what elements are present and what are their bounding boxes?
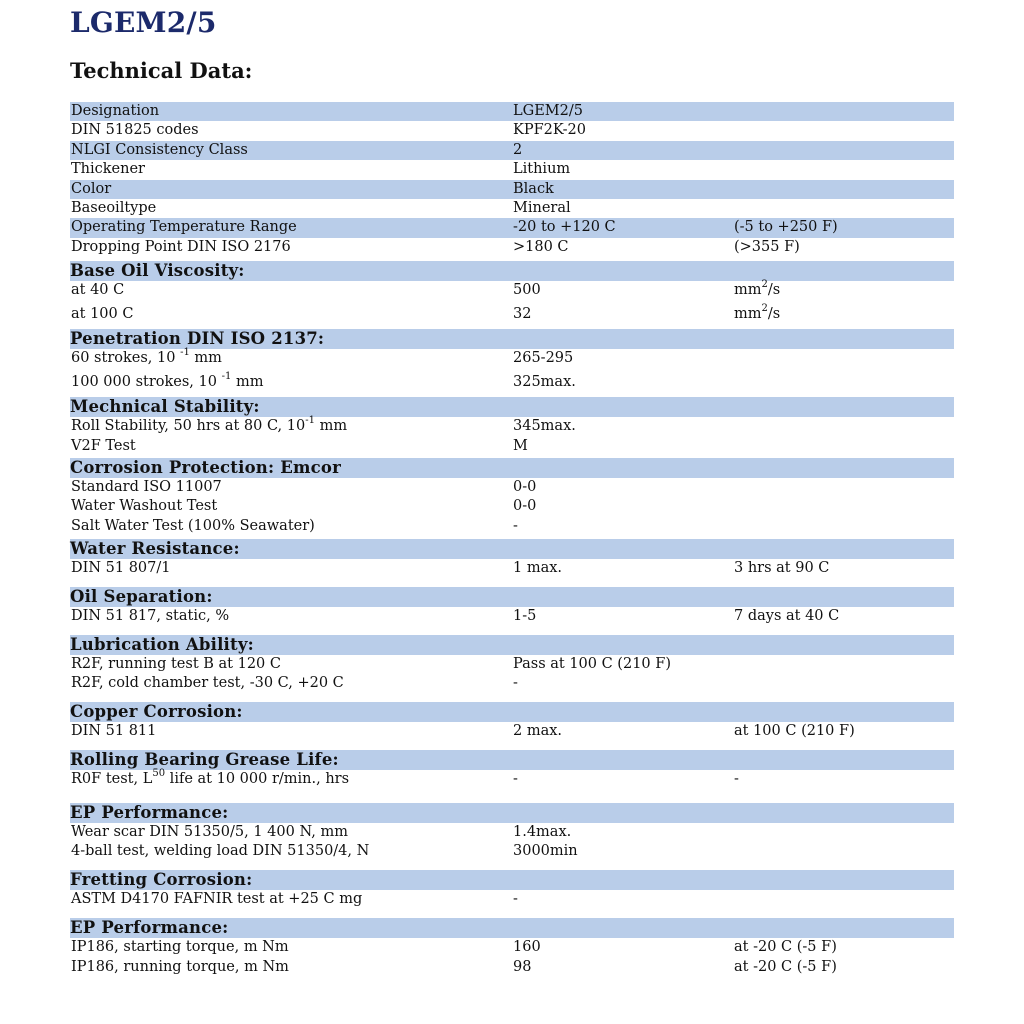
- cell-text: at -20 C (-5 F): [734, 958, 837, 975]
- cell-text: -: [513, 891, 518, 908]
- cell-text: Designation: [71, 103, 160, 119]
- property-value: [513, 938, 541, 957]
- table-row: [70, 674, 954, 702]
- property-label: [71, 437, 136, 456]
- table-row: [70, 559, 954, 587]
- table-row: [70, 180, 954, 199]
- superscript: 2: [761, 302, 768, 314]
- property-label: [71, 674, 344, 693]
- section-title: [70, 870, 252, 890]
- table-row: [70, 517, 954, 539]
- property-label: [71, 497, 217, 516]
- table-row: [70, 160, 954, 179]
- superscript: 50: [152, 768, 166, 780]
- table-row: [70, 437, 954, 458]
- property-label: [71, 281, 124, 300]
- cell-text: (>355 F): [734, 238, 800, 255]
- section-header: [70, 870, 954, 890]
- cell-text: Thickener: [71, 161, 145, 178]
- section-title: [70, 329, 324, 349]
- property-label: [71, 655, 281, 674]
- table-row: [70, 607, 954, 635]
- section-header: [70, 261, 954, 281]
- cell-text: Mineral: [513, 199, 571, 216]
- table-row: [70, 655, 954, 674]
- property-value: [513, 674, 518, 693]
- cell-text: 60 strokes, 10: [71, 349, 181, 366]
- table-row: [70, 302, 954, 329]
- document-title: LGEM2/5: [70, 6, 217, 39]
- cell-text: -: [734, 770, 739, 787]
- cell-text: 32: [513, 305, 532, 322]
- property-label: [71, 958, 289, 977]
- property-condition: [734, 302, 781, 324]
- property-label: [71, 370, 264, 392]
- section-header: [70, 458, 954, 478]
- cell-text: 345max.: [513, 417, 576, 434]
- technical-data-table: [70, 102, 954, 977]
- cell-text: 160: [513, 939, 541, 956]
- cell-text: M: [513, 437, 528, 454]
- cell-text: 0-0: [513, 478, 537, 495]
- cell-text: Mechnical Stability:: [70, 396, 260, 416]
- superscript: 2: [761, 278, 768, 290]
- property-condition: [734, 238, 800, 257]
- property-label: [71, 890, 362, 909]
- cell-text: 7 days at 40 C: [734, 607, 840, 624]
- cell-text: 98: [513, 958, 532, 975]
- cell-text: -: [513, 517, 518, 534]
- cell-text: Copper Corrosion:: [70, 701, 243, 721]
- cell-text: R2F, cold chamber test, -30 C, +20 C: [71, 674, 344, 691]
- property-value: [513, 559, 562, 578]
- cell-text: 1.4max.: [513, 823, 572, 840]
- property-label: [71, 517, 315, 536]
- section-header: [70, 702, 954, 722]
- cell-text: at 100 C: [71, 305, 134, 322]
- table-row: [70, 842, 954, 870]
- section-header: [70, 635, 954, 655]
- property-value: [513, 417, 576, 436]
- cell-text: ASTM D4170 FAFNIR test at +25 C mg: [71, 891, 363, 908]
- cell-text: at -20 C (-5 F): [734, 939, 837, 956]
- property-value: [513, 517, 518, 536]
- section-title: [70, 918, 228, 938]
- section-title: [70, 261, 245, 281]
- cell-text: Baseoiltype: [71, 199, 157, 216]
- cell-text: DIN 51 817, static, %: [71, 607, 230, 624]
- cell-text: (-5 to +250 F): [734, 219, 838, 236]
- cell-text: Water Resistance:: [70, 538, 240, 558]
- cell-text: Base Oil Viscosity:: [70, 260, 245, 280]
- superscript: -1: [305, 414, 315, 426]
- cell-text: Lithium: [513, 161, 571, 178]
- property-label: [71, 823, 348, 842]
- table-row: [70, 938, 954, 957]
- cell-text: KPF2K-20: [513, 122, 587, 139]
- table-row: [70, 141, 954, 160]
- cell-text: EP Performance:: [70, 918, 229, 938]
- property-value: [513, 497, 536, 516]
- cell-text: DIN 51 807/1: [71, 559, 171, 576]
- table-row: [70, 770, 954, 803]
- property-condition: [734, 938, 837, 957]
- property-value: [513, 218, 616, 237]
- property-condition: [734, 559, 829, 578]
- property-condition: [734, 958, 837, 977]
- property-label: [71, 842, 369, 861]
- property-condition: [734, 607, 839, 626]
- cell-text-suffix: /s: [767, 305, 781, 322]
- table-row: [70, 121, 954, 140]
- table-row: [70, 238, 954, 261]
- cell-text: at 100 C (210 F): [734, 722, 855, 739]
- cell-text: Color: [71, 180, 112, 197]
- cell-text: DIN 51825 codes: [71, 122, 199, 139]
- cell-text: Black: [513, 180, 554, 197]
- section-title: [70, 750, 339, 770]
- section-header: [70, 539, 954, 559]
- cell-text: Penetration DIN ISO 2137:: [70, 328, 325, 348]
- cell-text: LGEM2/5: [513, 103, 583, 119]
- cell-text: 325max.: [513, 373, 576, 390]
- cell-text: 0-0: [513, 498, 537, 515]
- section-header: [70, 750, 954, 770]
- cell-text: 100 000 strokes, 10: [71, 373, 222, 390]
- property-value: [513, 722, 562, 741]
- cell-text: Fretting Corrosion:: [70, 870, 253, 890]
- cell-text: 3000min: [513, 843, 578, 860]
- cell-text: Lubrication Ability:: [70, 634, 254, 654]
- cell-text-suffix: mm: [231, 373, 264, 390]
- property-label: [71, 238, 291, 257]
- property-label: [71, 160, 145, 179]
- cell-text: Standard ISO 11007: [71, 478, 222, 495]
- cell-text: Dropping Point DIN ISO 2176: [71, 238, 291, 255]
- property-label: [71, 414, 348, 436]
- property-value: [513, 102, 583, 121]
- superscript: -1: [180, 346, 190, 358]
- property-value: [513, 349, 573, 368]
- table-row: [70, 823, 954, 842]
- property-label: [71, 218, 297, 237]
- property-label: [71, 722, 156, 741]
- table-row: [70, 278, 954, 305]
- cell-text: Oil Separation:: [70, 586, 213, 606]
- section-header: [70, 329, 954, 349]
- cell-text: 1-5: [513, 607, 537, 624]
- property-value: [513, 281, 541, 300]
- property-label: [71, 938, 289, 957]
- table-row: [70, 346, 954, 373]
- property-label: [71, 121, 199, 140]
- superscript: -1: [221, 370, 232, 382]
- cell-text-suffix: mm: [314, 417, 348, 434]
- property-condition: [734, 770, 739, 789]
- section-title: [70, 635, 254, 655]
- property-condition: [734, 278, 781, 300]
- property-condition: [734, 722, 855, 741]
- cell-text-suffix: mm: [189, 349, 222, 366]
- property-value: [513, 238, 569, 257]
- cell-text: Salt Water Test (100% Seawater): [71, 517, 315, 534]
- property-value: [513, 842, 578, 861]
- cell-text: -20 to +120 C: [513, 219, 616, 236]
- cell-text: IP186, running torque, m Nm: [71, 958, 289, 975]
- cell-text: mm: [734, 281, 762, 298]
- cell-text: mm: [734, 305, 762, 322]
- cell-text: 265-295: [513, 349, 574, 366]
- document-subtitle: Technical Data:: [70, 58, 253, 83]
- cell-text: >180 C: [513, 238, 569, 255]
- cell-text: -: [513, 674, 518, 691]
- table-row: [70, 497, 954, 516]
- property-label: [71, 180, 111, 199]
- property-value: [513, 141, 522, 160]
- cell-text: Wear scar DIN 51350/5, 1 400 N, mm: [71, 823, 348, 840]
- property-value: [513, 607, 536, 626]
- property-label: [71, 199, 156, 218]
- table-row: [70, 102, 954, 121]
- cell-text-suffix: life at 10 000 r/min., hrs: [165, 770, 350, 787]
- property-value: [513, 655, 671, 674]
- cell-text-suffix: /s: [767, 281, 781, 298]
- section-header: [70, 587, 954, 607]
- cell-text: Corrosion Protection: Emcor: [70, 457, 342, 477]
- property-value: [513, 121, 586, 140]
- property-label: [71, 478, 222, 497]
- property-label: [71, 305, 133, 324]
- section-title: [70, 539, 240, 559]
- property-value: [513, 958, 531, 977]
- cell-text: Pass at 100 C (210 F): [513, 655, 671, 672]
- cell-text: 2: [513, 141, 523, 158]
- property-value: [513, 373, 576, 392]
- table-row: [70, 890, 954, 918]
- section-title: [70, 458, 341, 478]
- property-value: [513, 199, 571, 218]
- cell-text: R0F test, L: [71, 770, 153, 787]
- property-condition: [734, 218, 838, 237]
- property-value: [513, 180, 554, 199]
- table-row: [70, 958, 954, 977]
- cell-text: 500: [513, 281, 541, 298]
- cell-text: NLGI Consistency Class: [71, 141, 248, 158]
- section-header: [70, 918, 954, 938]
- property-label: [71, 607, 229, 626]
- section-title: [70, 397, 260, 417]
- table-row: [70, 370, 954, 397]
- property-label: [71, 346, 222, 368]
- property-value: [513, 823, 571, 842]
- cell-text: 1 max.: [513, 559, 563, 576]
- cell-text: -: [513, 770, 518, 787]
- cell-text: V2F Test: [71, 437, 136, 454]
- table-row: [70, 218, 954, 237]
- property-label: [71, 102, 159, 121]
- cell-text: Operating Temperature Range: [71, 219, 297, 236]
- cell-text: Water Washout Test: [71, 498, 218, 515]
- table-row: [70, 722, 954, 750]
- cell-text: 3 hrs at 90 C: [734, 559, 830, 576]
- cell-text: 4-ball test, welding load DIN 51350/4, N: [71, 843, 370, 860]
- property-label: [71, 770, 349, 789]
- table-row: [70, 199, 954, 218]
- section-header: [70, 803, 954, 823]
- property-value: [513, 478, 536, 497]
- property-value: [513, 437, 528, 456]
- property-value: [513, 890, 518, 909]
- cell-text: Rolling Bearing Grease Life:: [70, 749, 339, 769]
- cell-text: at 40 C: [71, 281, 125, 298]
- cell-text: 2 max.: [513, 722, 563, 739]
- cell-text: EP Performance:: [70, 802, 229, 822]
- cell-text: DIN 51 811: [71, 722, 157, 739]
- cell-text: Roll Stability, 50 hrs at 80 C, 10: [71, 417, 306, 434]
- property-value: [513, 770, 518, 789]
- cell-text: R2F, running test B at 120 C: [71, 655, 281, 672]
- section-header: [70, 397, 954, 417]
- property-label: [71, 141, 248, 160]
- section-title: [70, 803, 228, 823]
- table-row: [70, 478, 954, 497]
- property-value: [513, 305, 531, 324]
- property-value: [513, 160, 570, 179]
- table-row: [70, 414, 954, 437]
- section-title: [70, 702, 243, 722]
- property-label: [71, 559, 171, 578]
- cell-text: IP186, starting torque, m Nm: [71, 939, 289, 956]
- section-title: [70, 587, 213, 607]
